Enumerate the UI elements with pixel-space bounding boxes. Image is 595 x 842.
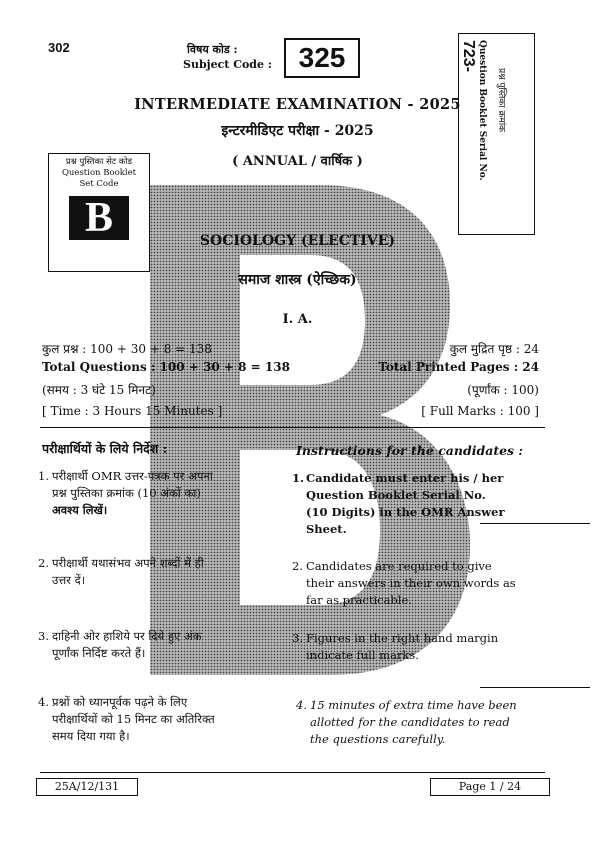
serial-label-english: Question Booklet Serial No. bbox=[477, 40, 487, 181]
set-code-label-english-1: Question Booklet bbox=[61, 168, 137, 178]
instruction-en-3: 3. Figures in the right hand margin indicate full marks. bbox=[292, 631, 499, 662]
underline bbox=[480, 687, 590, 688]
divider bbox=[40, 427, 545, 428]
serial-label-hindi: प्रश्न पुस्तिका क्रमांक bbox=[496, 68, 506, 133]
subject-code-label-english: Subject Code : bbox=[183, 58, 272, 71]
exam-title-english: INTERMEDIATE EXAMINATION - 2025 bbox=[134, 96, 461, 113]
instruction-en-2: 2. Candidates are required to give their answers in their own words as far as practicable. bbox=[292, 559, 516, 607]
instruction-hi-2: 2. परीक्षार्थी यथासंभव अपने शब्दों में ही उत्तर दें। bbox=[38, 556, 204, 587]
subject-code-box: 325 bbox=[284, 38, 360, 78]
exam-type: ( ANNUAL / वार्षिक ) bbox=[232, 154, 363, 169]
total-questions-hindi: कुल प्रश्न : 100 + 30 + 8 = 138 bbox=[42, 342, 212, 356]
instructions-heading-english: Instructions for the candidates : bbox=[296, 443, 524, 458]
time-english: [ Time : 3 Hours 15 Minutes ] bbox=[42, 404, 223, 418]
booklet-code: 25A/12/131 bbox=[36, 778, 138, 796]
instruction-hi-1: 1. परीक्षार्थी OMR उत्तर-पत्रक पर अपना प्रश्न पुस्तिका क्रमांक (10 अंकों का) अवश्य लिखें। bbox=[38, 469, 213, 517]
exam-title-hindi: इन्टरमीडिएट परीक्षा - 2025 bbox=[221, 123, 374, 139]
total-questions-english: Total Questions : 100 + 30 + 8 = 138 bbox=[42, 360, 290, 374]
set-code-label-hindi: प्रश्न पुस्तिका सेट कोड bbox=[65, 157, 133, 167]
subject-title-english: SOCIOLOGY (ELECTIVE) bbox=[199, 233, 396, 249]
full-marks-hindi: (पूर्णांक : 100) bbox=[467, 383, 539, 397]
set-code-box bbox=[48, 153, 150, 272]
serial-number: 723- bbox=[460, 40, 477, 73]
printed-pages-english: Total Printed Pages : 24 bbox=[378, 360, 539, 374]
instruction-en-1: 1. Candidate must enter his / her Question Booklet Serial No. (10 Digits) in the OMR Answer Sheet. bbox=[292, 471, 505, 536]
full-marks-english: [ Full Marks : 100 ] bbox=[421, 404, 539, 418]
subject-code-label bbox=[183, 42, 272, 72]
printed-pages-hindi: कुल मुद्रित पृष्ठ : 24 bbox=[449, 342, 539, 356]
set-code-label-english-2: Set Code bbox=[79, 179, 119, 189]
subject-title-hindi: समाज शास्त्र (ऐच्छिक) bbox=[238, 272, 357, 288]
instructions-heading-hindi: परीक्षार्थियों के लिये निर्देश : bbox=[42, 441, 168, 456]
time-hindi: (समय : 3 घंटे 15 मिनट) bbox=[42, 383, 156, 397]
set-code-letter: B bbox=[69, 196, 129, 240]
subject-code-label-hindi: विषय कोड : bbox=[187, 43, 238, 56]
instruction-hi-4: 4. प्रश्नों को ध्यानपूर्वक पढ़ने के लिए परीक्षार्थियों को 15 मिनट का अतिरिक्त समय दिया गया है। bbox=[38, 695, 215, 743]
instruction-en-4: 4. 15 minutes of extra time have been allotted for the candidates to read the questions carefully. bbox=[296, 698, 517, 746]
stream-label: I. A. bbox=[282, 312, 313, 327]
footer-divider bbox=[40, 772, 545, 773]
page-number: Page 1 / 24 bbox=[430, 778, 550, 796]
paper-number: 302 bbox=[48, 40, 70, 55]
instruction-hi-3: 3. दाहिनी ओर हाशिये पर दिये हुए अंक पूर्णांक निर्दिष्ट करते हैं। bbox=[38, 629, 202, 660]
underline bbox=[480, 523, 590, 524]
